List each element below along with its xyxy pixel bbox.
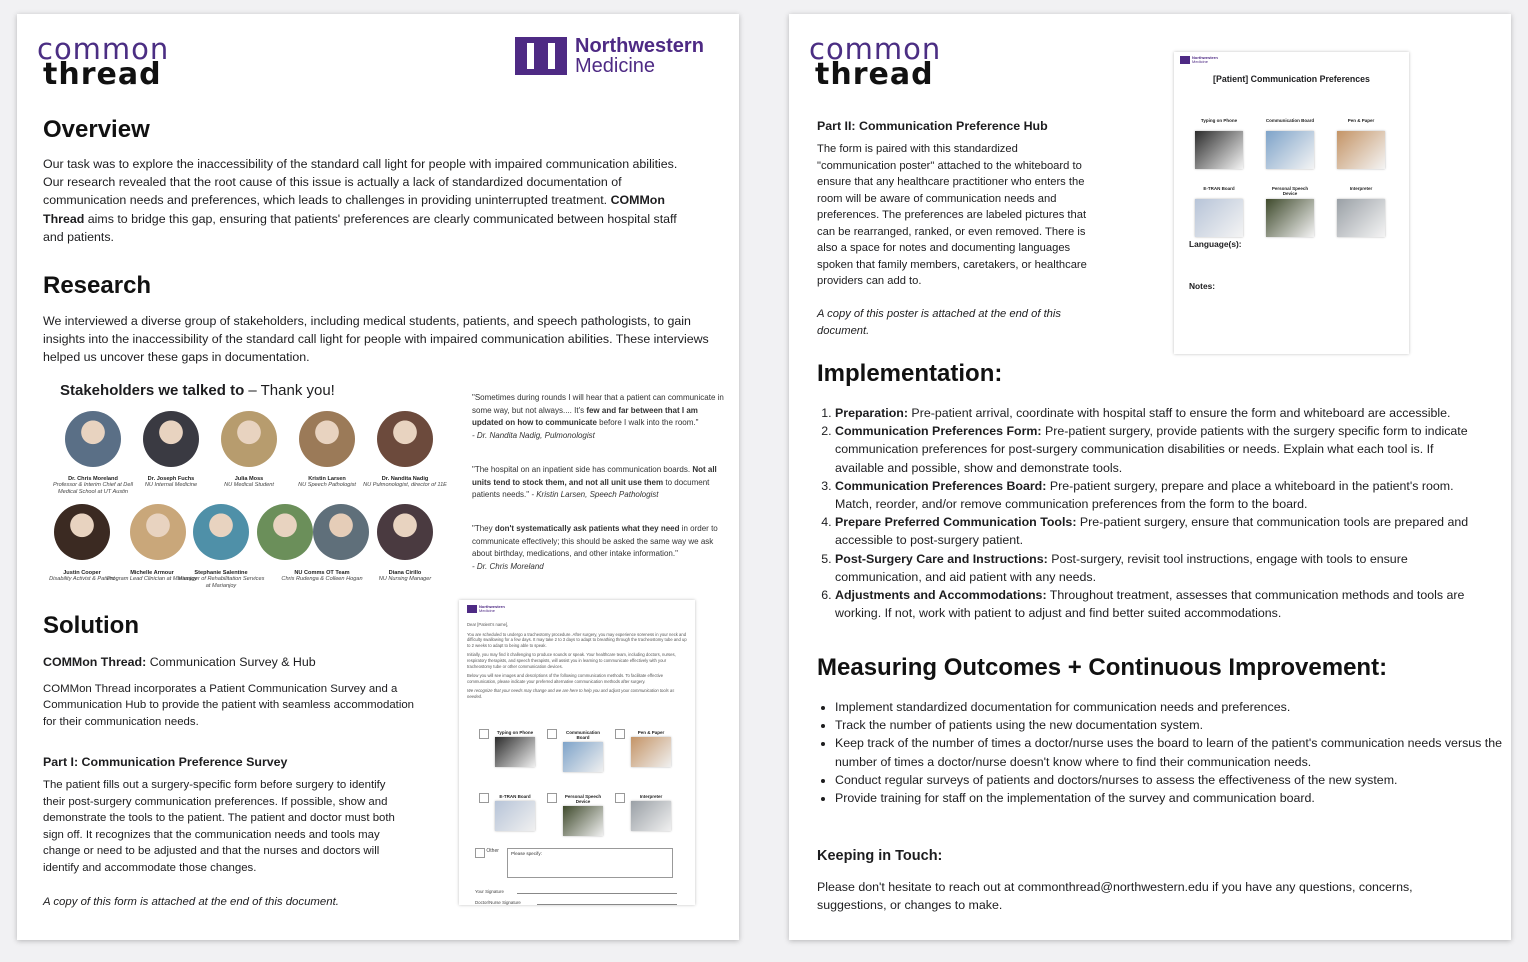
option-tile — [561, 730, 605, 772]
research-text: We interviewed a diverse group of stakeholders, including medical students, patients, and speech pathologists, to gain insights into the inaccessibility of the standard call light for people with impaired communication abilities. These interviews helped us uncover these gaps in documentation. — [43, 314, 709, 365]
implementation-item-text: Pre-patient surgery, ensure that communication tools are prepared and accessible to post-surgery patient. — [835, 515, 1469, 548]
quote-text: "Sometimes during rounds I will hear that a patient can communicate in some way, but not always.... It's — [472, 393, 724, 415]
form-body — [467, 622, 687, 700]
poster-tile — [1194, 186, 1244, 237]
part1-note: A copy of this form is attached at the end of this document. — [43, 896, 339, 908]
implementation-title: Implementation: — [817, 360, 1003, 387]
overview-title: Overview — [43, 116, 150, 143]
logo-line1: common — [37, 32, 170, 66]
stakeholder-caption — [359, 570, 451, 583]
implementation-item — [835, 550, 1485, 586]
stakeholder-name: NU Comms OT Team — [294, 570, 350, 576]
stakeholder-role: NU Speech Pathologist — [298, 482, 356, 489]
avatar — [257, 504, 313, 560]
avatar — [377, 504, 433, 560]
option-label: Personal Speech Device — [564, 794, 602, 804]
stakeholders-heading-bold: Stakeholders we talked to — [60, 382, 245, 399]
stakeholder-role: Disability Activist & Patient — [49, 576, 115, 583]
option-label: Interpreter — [639, 794, 663, 799]
quote-attribution: - Dr. Chris Moreland — [472, 561, 544, 571]
option-tile — [493, 794, 537, 831]
option-checkbox[interactable] — [615, 729, 625, 739]
poster-tile — [1194, 118, 1244, 169]
quote-2 — [472, 464, 724, 502]
stakeholder-role: Program Lead Clinician at Marianjoy — [106, 576, 198, 583]
stakeholder-name: Michelle Armour — [130, 570, 174, 576]
option-label: Pen & Paper — [637, 730, 665, 735]
option-checkbox[interactable] — [547, 729, 557, 739]
avatar — [54, 504, 110, 560]
poster-tile-label: Typing on Phone — [1200, 118, 1238, 123]
stakeholder-name: Stephanie Salentine — [194, 570, 248, 576]
checkbox[interactable] — [475, 848, 485, 858]
poster-languages: Language(s): — [1189, 239, 1242, 249]
part1-text: The patient fills out a surgery-specific form before surgery to identify their post-surgery communication preferences. If possible, show and demonstrate the tools to the patient. The patient and doctor must both sign off. It recognizes that the communication needs and tools may change or need to be adjusted and that the nurses and doctors will identify and accommodate those changes. — [43, 779, 395, 874]
document-page-2 — [789, 14, 1511, 940]
form-logo-line1: Northwestern — [479, 604, 505, 609]
option-checkbox[interactable] — [615, 793, 625, 803]
form-para4: We recognize that your needs may change and we are here to help you and adjust your communication tools as needed. — [467, 688, 675, 699]
logo-line2: thread — [43, 57, 162, 92]
implementation-item — [835, 404, 1485, 422]
stakeholder-role: NU Pulmonologist, director of 11E — [363, 482, 447, 489]
implementation-item — [835, 422, 1485, 477]
quote-text: to document patients needs." — [472, 477, 710, 499]
nm-mark-icon — [467, 605, 477, 613]
quote-1 — [472, 392, 724, 442]
poster-tile-image — [1337, 131, 1385, 169]
form-para3: Below you will see images and descriptions of the following communication methods. To facilitate effective communication, please indicate your preferred alternative communication methods after surgery. — [467, 673, 664, 684]
stakeholder-caption — [175, 570, 267, 589]
option-label: Typing on Phone — [496, 730, 534, 735]
stakeholder-role: NU Medical Student — [224, 482, 274, 489]
quote-attribution: - Kristin Larsen, Speech Pathologist — [529, 490, 659, 499]
implementation-item-title: Preparation: — [835, 406, 908, 420]
stakeholder-role: Professor & Interim Chief at Dell Medical School at UT Austin — [53, 482, 133, 495]
stakeholder-role: NU Nursing Manager — [378, 576, 432, 583]
nm-logo-line2: Medicine — [575, 55, 656, 77]
poster-tile-label: Interpreter — [1349, 186, 1373, 191]
poster-tile-label: Pen & Paper — [1347, 118, 1375, 123]
measuring-item: • Conduct regular surveys of patients and doctors/nurses to assess the effectiveness of the new system. — [835, 771, 1511, 789]
stakeholder-role: NU Internal Medicine — [144, 482, 198, 489]
option-label: Communication Board — [565, 730, 600, 740]
poster-tile-image — [1337, 199, 1385, 237]
keeping-text: Please don't hesitate to reach out at commonthread@northwestern.edu if you have any questions, concerns, suggestions, or changes to make. — [817, 880, 1413, 913]
measuring-item: • Implement standardized documentation for communication needs and preferences. — [835, 698, 1511, 716]
avatar — [65, 411, 121, 467]
form-logo-line2: Medicine — [479, 608, 496, 613]
poster-tile-label: E-TRAN Board — [1203, 186, 1235, 191]
measuring-item: • Track the number of patients using the new documentation system. — [835, 716, 1511, 734]
implementation-item-title: Post-Surgery Care and Instructions: — [835, 551, 1048, 566]
stakeholder-name: Dr. Nandita Nadig — [381, 476, 429, 482]
quote-attribution: - Dr. Nandita Nadig, Pulmonologist — [472, 430, 595, 440]
avatar — [130, 504, 186, 560]
implementation-item-text: Pre-patient surgery, prepare and place a whiteboard in the patient's room. Match, reorder, and/or remove communication preferences from the form to the board. — [835, 478, 1454, 512]
poster-tile — [1336, 186, 1386, 237]
poster-nm-logo — [1180, 56, 1218, 64]
stakeholder-caption — [359, 476, 451, 489]
poster-title: [Patient] Communication Preferences — [1213, 74, 1370, 84]
implementation-item-text: Throughout treatment, assesses that communication methods and tools are working. If not, work with patient to adjust and find better suited accommodations. — [835, 588, 1465, 621]
implementation-item-title: Communication Preferences Board: — [835, 478, 1047, 493]
poster-tile-label: Personal Speech Device — [1271, 186, 1309, 196]
poster-tile-image — [1195, 131, 1243, 169]
quote-text: in order to communicate effectively; this should be asked the same way we ask about birthday, medications, and other intake information." — [472, 524, 718, 558]
option-image — [631, 737, 671, 767]
form-specify-label: Please specify: — [511, 851, 542, 856]
poster-tile-image — [1266, 131, 1314, 169]
solution-title: Solution — [43, 612, 139, 639]
implementation-item-text: Pre-patient arrival, coordinate with hospital staff to ensure the form and whiteboard are accessible. — [907, 406, 1451, 420]
poster-tile — [1265, 186, 1315, 237]
option-tile — [493, 730, 537, 767]
common-thread-logo — [809, 32, 942, 92]
poster-logo-line1: Northwestern — [1192, 55, 1218, 60]
northwestern-medicine-logo — [515, 36, 704, 76]
form-signature-label: Your Signature — [475, 889, 504, 894]
option-image — [563, 806, 603, 836]
solution-text: COMMon Thread incorporates a Patient Communication Survey and a Communication Hub to provide the patient with seamless accommodation for their communication needs. — [43, 683, 415, 728]
option-checkbox[interactable] — [547, 793, 557, 803]
overview-text-bold: COMMon Thread — [43, 193, 665, 226]
implementation-item-title: Communication Preferences Form: — [835, 424, 1042, 439]
overview-text — [43, 155, 688, 246]
form-other-label: Other — [486, 848, 499, 854]
keeping-title: Keeping in Touch: — [817, 848, 943, 864]
option-tile — [561, 794, 605, 836]
option-image — [563, 742, 603, 772]
research-title: Research — [43, 272, 152, 299]
quote-text: "The hospital on an inpatient side has communication boards. — [472, 465, 693, 474]
implementation-list — [817, 404, 1485, 622]
avatar — [377, 411, 433, 467]
part2-note: A copy of this poster is attached at the end of this document. — [817, 308, 1061, 337]
quote-bold: few and far between that I am updated on how to communicate — [472, 405, 698, 427]
form-greeting: Dear [Patient's name], — [467, 622, 509, 627]
part2-title: Part II: Communication Preference Hub — [817, 119, 1048, 133]
stakeholder-name: Julia Moss — [234, 476, 264, 482]
survey-form-thumbnail — [459, 600, 695, 905]
avatar — [143, 411, 199, 467]
stakeholders-heading — [60, 382, 335, 399]
option-image — [631, 801, 671, 831]
option-label: E-TRAN Board — [499, 794, 531, 799]
overview-text-b: aims to bridge this gap, ensuring that patients' preferences are clearly communicated between hospital staff and patients. — [43, 211, 677, 244]
form-other — [475, 848, 499, 858]
part1-title: Part I: Communication Preference Survey — [43, 755, 288, 769]
logo-line1: common — [809, 32, 942, 66]
stakeholder-role: Manager of Rehabilitation Services at Marianjoy — [177, 576, 265, 589]
poster-logo-line2: Medicine — [1192, 59, 1209, 64]
measuring-item: • Keep track of the number of times a doctor/nurse uses the board to learn of the patient's communication needs versus the number of times a doctor/nurse doesn't know where to find their communication needs. — [835, 734, 1511, 770]
form-para2: Initially, you may find it challenging to produce sounds or speak. Your healthcare team, including doctors, nurses, respiratory therapists, and speech therapists, will assist you in learning to communicate effectively with your tracheostomy tube or other communication devices. — [467, 652, 676, 669]
common-thread-logo — [37, 32, 170, 92]
logo-line2: thread — [815, 57, 934, 92]
form-nm-logo — [467, 605, 505, 613]
stakeholders-heading-rest: – Thank you! — [244, 382, 335, 399]
part2-text: The form is paired with this standardized "communication poster" attached to the whiteboard to ensure that any healthcare practitioner who enters the room will be aware of communication needs and preferences. The preferences are labeled pictures that can be rearranged, ranked, or even removed. There is also a space for notes and documenting languages spoken that family members, caretakers, or healthcare providers can add to. — [817, 143, 1087, 287]
stakeholder-role: Chris Rudenga & Colleen Hogan — [281, 576, 363, 583]
form-specify-box[interactable] — [507, 848, 673, 878]
document-page-1 — [17, 14, 739, 940]
measuring-item: • Provide training for staff on the implementation of the survey and communication board. — [835, 789, 1511, 807]
signature-line — [517, 893, 677, 894]
stakeholder-name: Kristin Larsen — [308, 476, 346, 482]
quote-text: before I walk into the room." — [596, 418, 699, 427]
option-checkbox[interactable] — [479, 793, 489, 803]
option-tile — [629, 794, 673, 831]
nm-logo-line1: Northwestern — [575, 35, 704, 57]
quote-bold: don't systematically ask patients what they need — [494, 524, 680, 533]
avatar — [221, 411, 277, 467]
stakeholder-name: Dr. Chris Moreland — [68, 476, 118, 482]
form-para1: You are scheduled to undergo a tracheotomy procedure. After surgery, you may experience soreness in your neck and difficulty swallowing for a few days. It may take 2 to 3 days to adapt to breathing through the tracheostomy tube and up to 2 weeks to adapt to being able to speak. — [467, 631, 687, 648]
stakeholder-name: Justin Cooper — [63, 570, 101, 576]
poster-tile — [1336, 118, 1386, 169]
option-image — [495, 737, 535, 767]
implementation-item-text: Pre-patient surgery, provide patients with the surgery specific form to indicate communication preferences for post-surgery communication disabilities or needs. Explain what each tool is. If available and possible, show and demonstrate tools. — [835, 424, 1468, 475]
avatar — [193, 504, 249, 560]
poster-tile-label: Communication Board — [1265, 118, 1315, 123]
signature-line — [537, 904, 677, 905]
stakeholder-name: Diana Cirillo — [388, 570, 422, 576]
avatar — [299, 411, 355, 467]
form-doctor-signature-label: Doctor/Nurse Signature — [475, 900, 521, 905]
implementation-item — [835, 477, 1485, 513]
implementation-item — [835, 586, 1485, 622]
poster-tile — [1265, 118, 1315, 169]
overview-text-a: Our task was to explore the inaccessibility of the standard call light for people with impaired communication abilities. Our research revealed that the root cause of this issue is actually a lack of standardized documentation of communication needs and preferences, which leads to challenges in providing uninterrupted treatment. — [43, 157, 678, 208]
implementation-item-title: Adjustments and Accommodations: — [835, 588, 1047, 603]
option-tile — [629, 730, 673, 767]
solution-subtitle — [43, 653, 316, 671]
quote-3 — [472, 523, 724, 573]
implementation-item-text: Post-surgery, revisit tool instructions, engage with tools to ensure communication, and aid patient with any needs. — [835, 551, 1408, 584]
poster-tile-image — [1195, 199, 1243, 237]
poster-tile-image — [1266, 199, 1314, 237]
quote-bold: Not all units tend to stock them, and not all unit use them — [472, 465, 717, 487]
option-checkbox[interactable] — [479, 729, 489, 739]
solution-subtitle-bold: COMMon Thread: — [43, 655, 147, 669]
implementation-item — [835, 513, 1485, 549]
nm-mark-icon — [1180, 56, 1190, 64]
poster-notes: Notes: — [1189, 281, 1216, 291]
nm-mark-icon — [515, 37, 567, 75]
stakeholder-name: Dr. Joseph Fuchs — [147, 476, 195, 482]
avatar — [313, 504, 369, 560]
measuring-list — [817, 698, 1511, 807]
solution-subtitle-rest: Communication Survey & Hub — [146, 655, 316, 669]
option-image — [495, 801, 535, 831]
poster-thumbnail — [1174, 52, 1409, 354]
measuring-title: Measuring Outcomes + Continuous Improvement: — [817, 654, 1388, 681]
quote-text: "They — [472, 524, 495, 533]
implementation-item-title: Prepare Preferred Communication Tools: — [835, 515, 1077, 530]
